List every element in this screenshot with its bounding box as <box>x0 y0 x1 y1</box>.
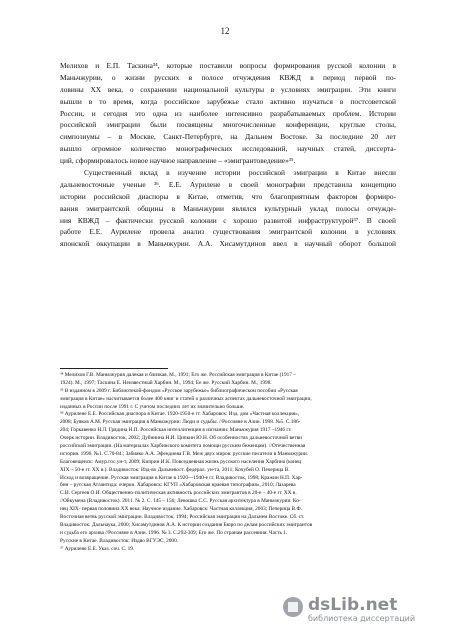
footnote-line: Русские в Китае. Владивосток: Издво ВГУЭС, 2000. <box>60 537 179 544</box>
dslib-logo-icon <box>282 596 304 623</box>
footnote-line: Исход и возвращение. Русская эмиграция в Китае в 1920—1940-е гг. Владивосток, 1998; Кражин Н.П. Хар- <box>60 474 303 481</box>
body-line: дальневосточные ученые ³⁶. Е.Е. Аурилене в своей монографии представила концепцию <box>60 179 396 189</box>
body-line: Существенный вклад в изучение истории российской эмиграции в Китае внесли <box>84 168 396 178</box>
body-line: российской эмиграции были посвящены многочисленные конференции, круглые столы, <box>60 120 396 130</box>
footnote-line: нец XIX- первая половина XX века: Научное издание. Хабаровск: Частная коллекция, 2003; Печерица В.Ф. <box>60 506 302 513</box>
footnote-line: С.И. Сергеев О.И. Общественно-политическая активность российских эмигрантов в 20-е – 40-е гг. XX в. <box>60 490 297 497</box>
footnote-line: и судьба его архива //Россияне в Азии. 1996. № 3. С.292-309; Его же. По странам рассеяния. Часть 1. <box>60 529 288 536</box>
footnote-line: //Ойкумена (Владивосток). 2011. № 2. С. 145 – 156; Левошко С.С. Русская архитектура в Маньчжурии. Ко- <box>60 498 301 505</box>
body-line: Мелихов и Е.П. Таскина³⁴, которые поставили вопросы формирования русской колонии в <box>60 61 396 70</box>
body-line: России, и сегодня это одна из наиболее интенсивно разрабатываемых проблем. Истории <box>60 108 396 118</box>
footnote-line: ³⁶ Аурилене Е.Е. Российская диаспора в Китае. 1920-1950-е гг. Хабаровск: Изд. дом «Частная коллекция», <box>60 411 300 418</box>
footnote-divider <box>60 368 168 369</box>
footnote-line: ³⁷ Аурилене Е.Е. Указ. соч. С. 19. <box>60 545 135 552</box>
footnote-line: 2008; Буяков А.М. Русская эмиграция в Маньчжурии: Люди и судьбы. //Россияне в Азии. 1998. №5. С.186- <box>60 419 301 426</box>
body-line: истории российской диаспоры в Китае, отметив, что благоприятным фактором формиро- <box>60 191 396 201</box>
body-line: Маньчжурии, о жизни русских в полосе отчуждения КВЖД в период первой по- <box>60 72 396 82</box>
watermark-logo: dsLib.net <box>308 594 398 615</box>
footnote-line: бин – русская Атлантида: очерки. Хабаровск: КГУП «Хабаровская краевая типография», 2010; Лазарева <box>60 482 296 489</box>
body-line: вышли в то время, когда российское зарубежье стало активно изучаться в постсоветской <box>60 96 396 106</box>
watermark[interactable] <box>282 596 415 623</box>
footnote-line: Очерк истории. Владивосток, 2002; Дубинина Н.И. Ципкин Ю.Н. Об особенностях дальневосточной ветви <box>60 435 302 442</box>
body-line: ловины XX века, о сохранении национальной культуры в условиях эмиграции. Эти книги <box>60 84 396 94</box>
body-line: работе Е.Е. Аурилене провела анализ существования эмигрантской колонии в условиях <box>60 227 396 237</box>
body-line: симпозиумы – в Москве, Санкт-Петербурге, на Дальнем Востоке. За последние 20 лет <box>60 132 396 142</box>
footnote-line: Благовещенск: Амур.гос.ун-т, 2009; Киприн И.К. Повседневная жизнь русского населения Харбина (конец <box>60 458 302 465</box>
footnotes <box>60 372 396 553</box>
footnote-line: Восточная ветвь русской эмиграции. Владивосток, 1994; Российская эмиграция на Дальнем Востоке. Сб. ст. <box>60 514 305 521</box>
footnote-line: 1924). М., 1997; Таскина Е. Неизвестный Харбин. М., 1994; Ее же. Русский Харбин. М., 1998. <box>60 379 272 386</box>
footnote-line: российской эмиграции. (На материалах Харбинского комитета помощи русским беженцам). //Отечественная <box>60 443 306 450</box>
footnote-line: XIX – 50-е гг. XX в.). Владивосток: Изд-во Дальневост. федерал. ун-та, 2011; Кочубей О. Печерица В. <box>60 466 290 473</box>
footnote-line: ³⁵ В изданном в 2009 г. Библиотекой-фондом «Русское зарубежье» библиографическом пособии «Русская <box>60 387 298 394</box>
footnote-line: изданных в России после 1991 г. С учетом последних лет их значительно больше. <box>60 403 245 410</box>
footnote-line: Владивосток: Дальнаука, 2000; Хисамутдинов А.А. К истории создания Бюро по делам российских эмигрантов <box>60 521 313 528</box>
body-line: ния КВЖД – фактически русской колонии с хорошо развитой инфраструктурой³⁷. В своей <box>60 215 396 225</box>
footnote-line: эмиграция в Китае» насчитывается более 400 книг и статей о различных аспектах дальневосточной эмиграции, <box>60 395 312 402</box>
watermark-tagline: библиотека диссертаций <box>308 613 416 623</box>
body-line: вания эмигрантской общины в Маньчжурии являлся культурный уклад полосы отчужде- <box>60 203 396 213</box>
body-line: вышло огромное количество монографических исследований, научных статей, диссерта- <box>60 144 396 154</box>
body-line: ций, сформировалось новое научное направление – «эмигрантоведение»³⁵. <box>60 156 296 166</box>
body-line: японской оккупации в Маньчжурии. А.А. Хисамутдинов ввел в научный оборот большой <box>60 239 396 249</box>
body-text <box>60 60 396 250</box>
footnote-line: 204; Горкавенко Н.Л. Грядина Н.П. Российская интеллигенция в изгнании: Маньчжурия 1917 –1946 гг. <box>60 427 292 434</box>
footnote-line: ³⁴ Мелихов Г.В. Маньчжурия далекая и близкая. М., 1991; Его же. Российская эмиграция в Китае (1917 – <box>60 372 296 378</box>
footnote-line: история. 1996. №1. С.70-84.; Забияко А.А. Эфендиева Г.В. Меж двух миров: русские писатели в Маньчжурии. <box>60 450 309 457</box>
page-number: 12 <box>220 26 230 36</box>
